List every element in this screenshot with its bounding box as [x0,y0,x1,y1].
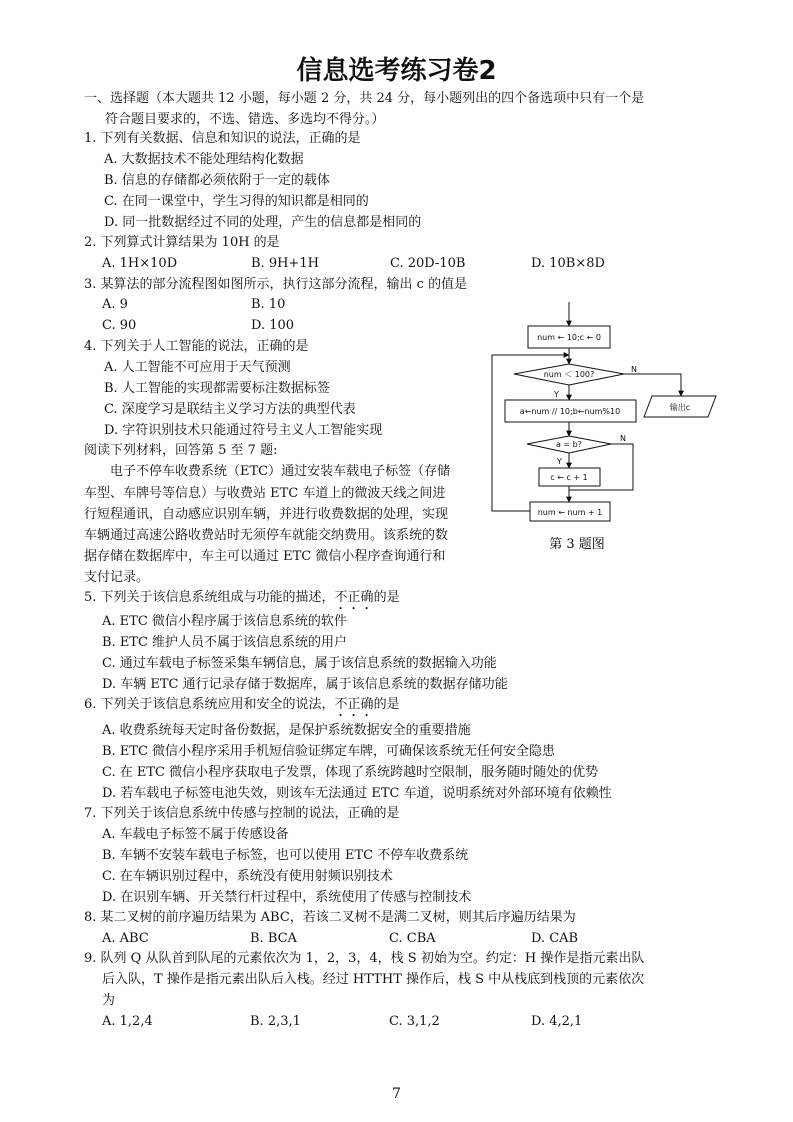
q1-option-a: A. 大数据技术不能处理结构化数据 [104,152,304,167]
q2-option-a: A. 1H×10D [102,256,178,271]
reading-line-1: 电子不停车收费系统（ETC）通过安装车载电子标签（存储 [110,464,451,479]
section-header-line2: 符合题目要求的，不选、错选、多选均不得分。） [105,112,385,127]
q9-stem-line1: 9. 队列 Q 从队首到队尾的元素依次为 1，2，3，4，栈 S 初始为空。约定：H 操作是指元素出队 [84,951,645,966]
q6-stem-emphasis: 不正确 [334,697,374,712]
q5-option-d: D. 车辆 ETC 通行记录存储于数据库，属于该信息系统的数据存储功能 [102,677,508,692]
flowchart-init-label: num ← 10;c ← 0 [537,333,601,342]
reading-line-5: 据存储在数据库中，车主可以通过 ETC 微信小程序查询通行和 [84,549,446,564]
q1-option-d: D. 同一批数据经过不同的处理，产生的信息都是相同的 [104,215,422,230]
flowchart-caption: 第 3 题图 [549,537,605,552]
q7-stem: 7. 下列关于该信息系统中传感与控制的说法，正确的是 [84,806,400,821]
q9-option-b: B. 2,3,1 [250,1014,301,1029]
flowchart-output-label: 输出c [669,403,691,412]
page-title: 信息选考练习卷2 [296,56,497,86]
q9-stem-line3: 为 [102,993,116,1008]
section-header-line1: 一、选择题（本大题共 12 小题，每小题 2 分，共 24 分，每小题列出的四个备选项中只有一个是 [84,91,645,106]
q7-option-b: B. 车辆不安装车载电子标签，也可以使用 ETC 不停车收费系统 [102,848,469,863]
q4-option-b: B. 人工智能的实现都需要标注数据标签 [104,381,330,396]
reading-line-3: 行短程通讯，自动感应识别车辆，并进行收费数据的处理，实现 [84,507,449,522]
flowchart-incnum-label: num ← num + 1 [537,508,603,517]
q9-option-a: A. 1,2,4 [102,1014,153,1029]
q4-option-d: D. 字符识别技术只能通过符号主义人工智能实现 [104,423,383,438]
q5-stem [84,590,400,613]
q8-option-d: D. CAB [531,931,579,946]
reading-intro: 阅读下列材料，回答第 5 至 7 题: [84,443,278,458]
q3-option-a: A. 9 [102,297,128,312]
q9-stem-line2: 后入队，T 操作是指元素出队后入栈。经过 HTTHT 操作后，栈 S 中从栈底到栈顶的元素依次 [102,972,645,987]
q3-option-d: D. 100 [251,318,295,333]
q8-option-a: A. ABC [102,931,149,946]
q1-stem: 1. 下列有关数据、信息和知识的说法，正确的是 [84,131,361,146]
q6-stem-pre: 6. 下列关于该信息系统应用和安全的说法， [84,697,335,712]
flowchart-figure [484,296,724,556]
flowchart-yes-label-1: Y [554,390,559,399]
q6-option-c: C. 在 ETC 微信小程序获取电子发票，体现了系统跨越时空限制，服务随时随处的优势 [102,765,599,780]
q8-stem: 8. 某二叉树的前序遍历结果为 ABC，若该二叉树不是满二叉树，则其后序遍历结果为 [84,910,576,925]
q6-option-b: B. ETC 微信小程序采用手机短信验证绑定车牌，可确保该系统无任何安全隐患 [102,744,556,759]
flowchart-cond2-label: a = b? [555,440,583,449]
flowchart-yes-label-2: Y [557,457,562,466]
q3-option-b: B. 10 [251,297,286,312]
q7-option-c: C. 在车辆识别过程中，系统没有使用射频识别技术 [102,869,393,884]
q5-option-c: C. 通过车载电子标签采集车辆信息，属于该信息系统的数据输入功能 [102,656,497,671]
flowchart-cond1-label: num ＜ 100? [543,370,595,379]
q6-stem-post: 的是 [373,697,400,712]
q7-option-a: A. 车载电子标签不属于传感设备 [102,827,289,842]
q5-option-b: B. ETC 维护人员不属于该信息系统的用户 [102,635,348,650]
q2-stem: 2. 下列算式计算结果为 10H 的是 [84,235,280,250]
q8-option-b: B. BCA [250,931,297,946]
q8-option-c: C. CBA [389,931,436,946]
q6-stem [84,697,400,720]
reading-line-6: 支付记录。 [84,570,150,585]
flowchart-no-label-1: N [631,365,637,374]
q1-option-b: B. 信息的存储都必须依附于一定的载体 [104,173,330,188]
q4-option-a: A. 人工智能不可应用于天气预测 [104,360,291,375]
q3-option-c: C. 90 [102,318,137,333]
q5-stem-emphasis: 不正确 [334,590,374,605]
reading-line-2: 车型、车牌号等信息）与收费站 ETC 车道上的微波天线之间进 [84,486,446,501]
flowchart-no-label-2: N [620,434,626,443]
q6-option-d: D. 若车载电子标签电池失效，则该车无法通过 ETC 车道，说明系统对外部环境有依赖性 [102,786,612,801]
q5-option-a: A. ETC 微信小程序属于该信息系统的软件 [102,614,347,629]
reading-line-4: 车辆通过高速公路收费站时无须停车就能交纳费用。该系统的数 [84,528,449,543]
q6-option-a: A. 收费系统每天定时备份数据，是保护系统数据安全的重要措施 [102,723,471,738]
q3-stem: 3. 某算法的部分流程图如图所示，执行这部分流程，输出 c 的值是 [84,277,468,292]
q4-stem: 4. 下列关于人工智能的说法，正确的是 [84,339,309,354]
q4-option-c: C. 深度学习是联结主义学习方法的典型代表 [104,402,356,417]
page-number: 7 [392,1086,401,1102]
q7-option-d: D. 在识别车辆、开关禁行杆过程中，系统使用了传感与控制技术 [102,890,472,905]
q2-option-c: C. 20D-10B [390,256,466,271]
q9-option-c: C. 3,1,2 [389,1014,440,1029]
q2-option-b: B. 9H+1H [251,256,319,271]
q5-stem-post: 的是 [373,590,400,605]
q2-option-d: D. 10B×8D [531,256,605,271]
flowchart-step1-label: a←num // 10;b←num%10 [519,407,621,416]
q1-option-c: C. 在同一课堂中，学生习得的知识都是相同的 [104,194,369,209]
q5-stem-pre: 5. 下列关于该信息系统组成与功能的描述， [84,590,335,605]
flowchart-incc-label: c ← c + 1 [550,473,588,482]
q9-option-d: D. 4,2,1 [531,1014,583,1029]
